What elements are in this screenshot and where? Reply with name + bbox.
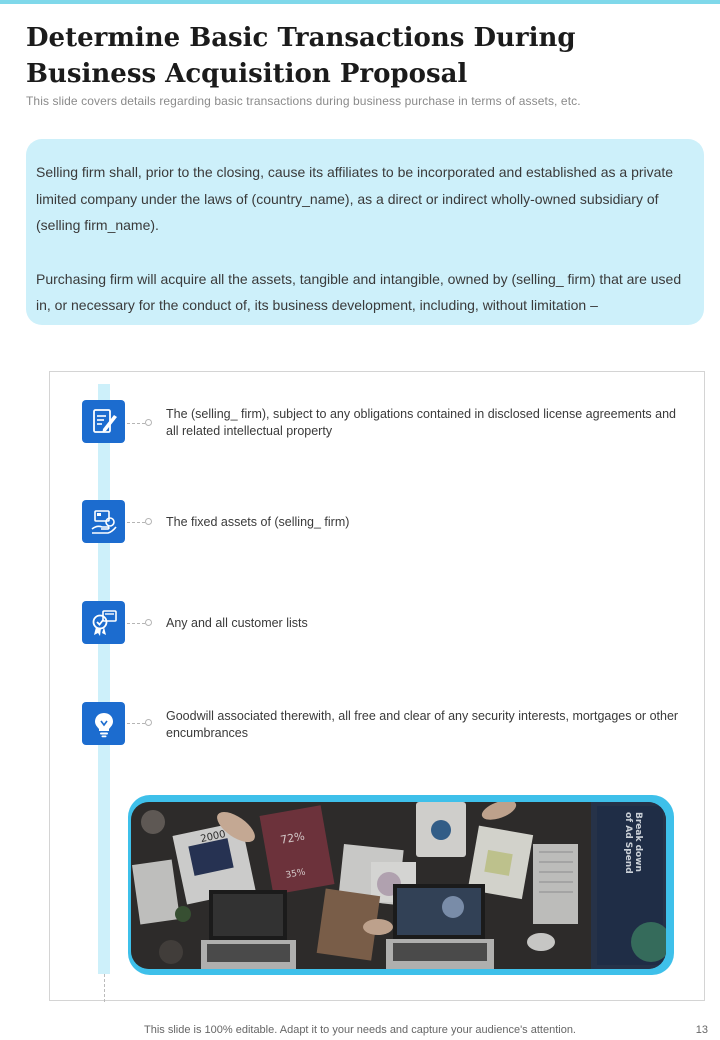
report-cover-text: 72%: [279, 829, 306, 847]
item-3-text: Any and all customer lists: [166, 616, 308, 630]
item-2-text: The fixed assets of (selling_ firm): [166, 515, 350, 529]
connector-4: [127, 723, 145, 724]
dot-1: [145, 419, 152, 426]
item-1-text: The (selling_ firm), subject to any obligations contained in disclosed license agreements and all related intellectual property: [166, 407, 677, 438]
intro-box: [26, 139, 704, 325]
connector-1: [127, 423, 145, 424]
connector-3: [127, 623, 145, 624]
item-4-text: Goodwill associated therewith, all free and clear of any security interests, mortgages or other encumbrances: [166, 709, 679, 740]
footer-note: This slide is 100% editable. Adapt it to your needs and capture your audience's attention.: [144, 1024, 576, 1036]
lightbulb-icon: [82, 702, 125, 745]
office-desk-photo: [131, 802, 666, 969]
photo-frame: [128, 795, 674, 975]
screen-text-1: Break down: [633, 812, 643, 872]
screen-text-2: of Ad Spend: [623, 812, 633, 874]
intro-paragraph-2: Purchasing firm will acquire all the assets, tangible and intangible, owned by (selling_ firm) that are used in, or necessary for the conduct of, its business development, including, without limitation –: [36, 270, 682, 313]
certificate-badge-icon: [82, 601, 125, 644]
page-number: 13: [695, 1024, 708, 1036]
intro-paragraph-1: Selling firm shall, prior to the closing, cause its affiliates to be incorporated and established as a private limited company under the laws of (country_name), as a direct or indirect wholly-owned subsidiary of (selling firm_name).: [36, 164, 674, 233]
hand-assets-icon: [82, 500, 125, 543]
dot-3: [145, 619, 152, 626]
dot-4: [145, 719, 152, 726]
timeline-dash: [104, 974, 105, 1002]
document-pen-icon: [82, 400, 125, 443]
report-cover-text-2: 35%: [284, 867, 307, 881]
page-title: Determine Basic Transactions During Business Acquisition Proposal: [26, 23, 576, 89]
page-subtitle: This slide covers details regarding basic transactions during business purchase in terms of assets, etc.: [26, 94, 581, 108]
timeline-bar: [98, 384, 110, 974]
connector-2: [127, 522, 145, 523]
dot-2: [145, 518, 152, 525]
top-accent-line: [0, 0, 720, 4]
book-label: 2000: [199, 828, 227, 846]
